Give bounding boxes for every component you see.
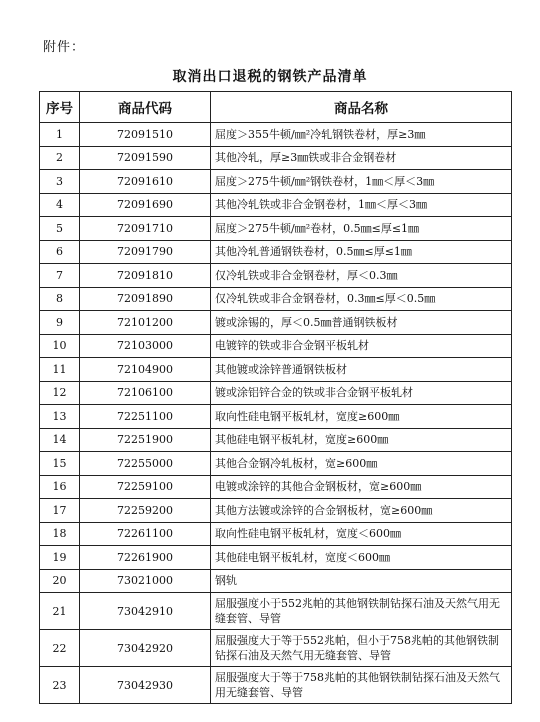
table-row xyxy=(40,667,512,704)
table-row xyxy=(40,475,512,499)
document-title: 取消出口退税的钢铁产品清单 xyxy=(172,69,368,85)
row-seq: 5 xyxy=(40,217,80,241)
row-name: 屈服强度小于552兆帕的其他钢铁制钻探石油及天然气用无缝套管、导管 xyxy=(211,593,512,630)
table-row xyxy=(40,287,512,311)
row-name: 屈度＞275牛顿/㎜²钢铁卷材，1㎜＜厚＜3㎜ xyxy=(211,170,512,194)
row-name: 仅冷轧铁或非合金钢卷材，厚＜0.3㎜ xyxy=(211,264,512,288)
row-code: 72091690 xyxy=(80,193,211,217)
row-code: 72259100 xyxy=(80,475,211,499)
row-name: 其他冷轧铁或非合金钢卷材，1㎜＜厚＜3㎜ xyxy=(211,193,512,217)
row-seq: 21 xyxy=(40,593,80,630)
row-seq: 9 xyxy=(40,311,80,335)
row-name: 其他冷轧，厚≥3㎜铁或非合金钢卷材 xyxy=(211,146,512,170)
row-name: 电镀或涂锌的其他合金钢板材，宽≥600㎜ xyxy=(211,475,512,499)
row-seq: 13 xyxy=(40,405,80,429)
row-seq: 7 xyxy=(40,264,80,288)
row-seq: 23 xyxy=(40,667,80,704)
table-row xyxy=(40,264,512,288)
row-seq: 3 xyxy=(40,170,80,194)
table-row xyxy=(40,522,512,546)
row-name: 屈度＞275牛顿/㎜²卷材，0.5㎜≤厚≤1㎜ xyxy=(211,217,512,241)
table-row xyxy=(40,381,512,405)
row-code: 72101200 xyxy=(80,311,211,335)
row-seq: 8 xyxy=(40,287,80,311)
row-seq: 15 xyxy=(40,452,80,476)
row-seq: 19 xyxy=(40,546,80,570)
row-name: 其他镀或涂锌普通钢铁板材 xyxy=(211,358,512,382)
row-seq: 4 xyxy=(40,193,80,217)
row-code: 72259200 xyxy=(80,499,211,523)
row-seq: 12 xyxy=(40,381,80,405)
table-row xyxy=(40,630,512,667)
row-seq: 18 xyxy=(40,522,80,546)
table-row xyxy=(40,546,512,570)
row-seq: 1 xyxy=(40,123,80,147)
table-row xyxy=(40,217,512,241)
row-seq: 6 xyxy=(40,240,80,264)
row-code: 72091610 xyxy=(80,170,211,194)
row-code: 73042910 xyxy=(80,593,211,630)
row-code: 72261100 xyxy=(80,522,211,546)
row-code: 72091890 xyxy=(80,287,211,311)
row-name: 镀或涂锡的，厚＜0.5㎜普通钢铁板材 xyxy=(211,311,512,335)
header-code: 商品代码 xyxy=(80,92,211,123)
table-row xyxy=(40,358,512,382)
table-row xyxy=(40,123,512,147)
row-code: 72251100 xyxy=(80,405,211,429)
row-name: 钢轨 xyxy=(211,569,512,593)
attachment-label: 附件： xyxy=(43,40,86,55)
row-seq: 22 xyxy=(40,630,80,667)
table-row xyxy=(40,499,512,523)
table-row xyxy=(40,334,512,358)
row-code: 73021000 xyxy=(80,569,211,593)
table-row xyxy=(40,428,512,452)
row-seq: 17 xyxy=(40,499,80,523)
row-name: 其他冷轧普通钢铁卷材，0.5㎜≤厚≤1㎜ xyxy=(211,240,512,264)
header-seq: 序号 xyxy=(40,92,80,123)
row-code: 72091510 xyxy=(80,123,211,147)
row-code: 72103000 xyxy=(80,334,211,358)
row-name: 电镀锌的铁或非合金钢平板轧材 xyxy=(211,334,512,358)
table-row xyxy=(40,452,512,476)
row-seq: 14 xyxy=(40,428,80,452)
table-row xyxy=(40,405,512,429)
product-table xyxy=(39,91,512,704)
row-name: 其他硅电钢平板轧材，宽度≥600㎜ xyxy=(211,428,512,452)
row-code: 72106100 xyxy=(80,381,211,405)
row-seq: 16 xyxy=(40,475,80,499)
row-seq: 11 xyxy=(40,358,80,382)
row-seq: 10 xyxy=(40,334,80,358)
row-code: 72091790 xyxy=(80,240,211,264)
row-code: 72091710 xyxy=(80,217,211,241)
table-header-row xyxy=(40,92,512,123)
row-code: 73042930 xyxy=(80,667,211,704)
table-row xyxy=(40,593,512,630)
row-name: 取向性硅电钢平板轧材，宽度＜600㎜ xyxy=(211,522,512,546)
row-code: 72251900 xyxy=(80,428,211,452)
row-code: 72104900 xyxy=(80,358,211,382)
row-name: 其他合金钢冷轧板材，宽≥600㎜ xyxy=(211,452,512,476)
header-name: 商品名称 xyxy=(211,92,512,123)
row-code: 72091590 xyxy=(80,146,211,170)
table-row xyxy=(40,569,512,593)
row-name: 屈服强度大于等于552兆帕，但小于758兆帕的其他钢铁制钻探石油及天然气用无缝套管、导管 xyxy=(211,630,512,667)
row-name: 取向性硅电钢平板轧材，宽度≥600㎜ xyxy=(211,405,512,429)
row-code: 72255000 xyxy=(80,452,211,476)
row-name: 屈服强度大于等于758兆帕的其他钢铁制钻探石油及天然气用无缝套管、导管 xyxy=(211,667,512,704)
row-code: 72091810 xyxy=(80,264,211,288)
table-row xyxy=(40,170,512,194)
row-seq: 20 xyxy=(40,569,80,593)
table-row xyxy=(40,146,512,170)
row-seq: 2 xyxy=(40,146,80,170)
row-name: 镀或涂铝锌合金的铁或非合金钢平板轧材 xyxy=(211,381,512,405)
row-code: 72261900 xyxy=(80,546,211,570)
row-code: 73042920 xyxy=(80,630,211,667)
row-name: 屈度＞355牛顿/㎜²冷轧钢铁卷材，厚≥3㎜ xyxy=(211,123,512,147)
table-row xyxy=(40,240,512,264)
table-row xyxy=(40,311,512,335)
row-name: 其他方法镀或涂锌的合金钢板材，宽≥600㎜ xyxy=(211,499,512,523)
row-name: 其他硅电钢平板轧材，宽度＜600㎜ xyxy=(211,546,512,570)
table-row xyxy=(40,193,512,217)
row-name: 仅冷轧铁或非合金钢卷材，0.3㎜≤厚＜0.5㎜ xyxy=(211,287,512,311)
